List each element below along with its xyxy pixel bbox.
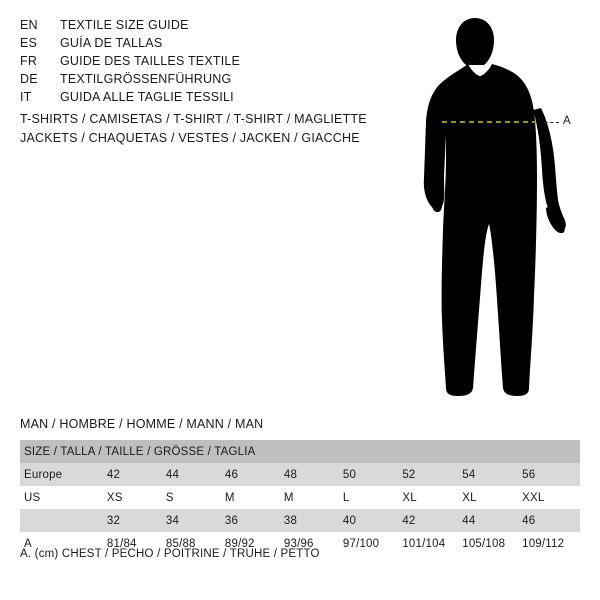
table-row bbox=[20, 463, 580, 486]
cell: 105/108 bbox=[460, 532, 520, 555]
silhouette-icon bbox=[400, 10, 595, 400]
cell: 34 bbox=[164, 509, 223, 532]
language-list bbox=[20, 16, 380, 106]
table-header-label: SIZE / TALLA / TAILLE / GRÖSSE / TAGLIA bbox=[20, 440, 580, 463]
cell: 81/84 bbox=[105, 532, 164, 555]
cell: 48 bbox=[282, 463, 341, 486]
cell: 46 bbox=[520, 509, 580, 532]
garment-line-jackets: JACKETS / CHAQUETAS / VESTES / JACKEN / GIACCHE bbox=[20, 131, 360, 145]
language-text: GUIDA ALLE TAGLIE TESSILI bbox=[60, 90, 234, 104]
garment-categories bbox=[20, 110, 440, 148]
cell: S bbox=[164, 486, 223, 509]
language-text: GUÍA DE TALLAS bbox=[60, 36, 163, 50]
cell: 52 bbox=[400, 463, 460, 486]
language-code: FR bbox=[20, 54, 38, 68]
cell: 56 bbox=[520, 463, 580, 486]
cell: M bbox=[223, 486, 282, 509]
footnote: A. (cm) CHEST / PECHO / POITRINE / TRUHE / PETTO bbox=[20, 548, 320, 560]
cell: 38 bbox=[282, 509, 341, 532]
cell: M bbox=[282, 486, 341, 509]
language-text: GUIDE DES TAILLES TEXTILE bbox=[60, 54, 241, 68]
cell: 50 bbox=[341, 463, 400, 486]
marker-leader-line bbox=[539, 122, 559, 123]
cell: 46 bbox=[223, 463, 282, 486]
cell: 32 bbox=[105, 509, 164, 532]
cell: 109/112 bbox=[520, 532, 580, 555]
cell: L bbox=[341, 486, 400, 509]
language-row bbox=[20, 34, 380, 52]
cell: 85/88 bbox=[164, 532, 223, 555]
cell: XS bbox=[105, 486, 164, 509]
cell: 40 bbox=[341, 509, 400, 532]
language-code: DE bbox=[20, 72, 38, 86]
cell: XXL bbox=[520, 486, 580, 509]
table-title: MAN / HOMBRE / HOMME / MANN / MAN bbox=[20, 417, 264, 431]
cell: 93/96 bbox=[282, 532, 341, 555]
row-label: US bbox=[20, 486, 105, 509]
cell: 44 bbox=[164, 463, 223, 486]
language-code: IT bbox=[20, 90, 32, 104]
marker-label-a: A bbox=[563, 115, 572, 127]
language-text: TEXTILE SIZE GUIDE bbox=[60, 18, 189, 32]
table-row bbox=[20, 509, 580, 532]
language-row bbox=[20, 52, 380, 70]
cell: 97/100 bbox=[341, 532, 400, 555]
cell: 42 bbox=[105, 463, 164, 486]
cell: 101/104 bbox=[400, 532, 460, 555]
language-code: ES bbox=[20, 36, 38, 50]
size-table bbox=[20, 440, 580, 555]
row-label: Europe bbox=[20, 463, 105, 486]
garment-line-tshirts: T-SHIRTS / CAMISETAS / T-SHIRT / T-SHIRT / MAGLIETTE bbox=[20, 112, 367, 126]
language-row bbox=[20, 88, 380, 106]
row-label bbox=[20, 509, 105, 532]
male-silhouette-figure bbox=[400, 10, 595, 400]
row-label: A bbox=[20, 532, 105, 555]
cell: 44 bbox=[460, 509, 520, 532]
language-code: EN bbox=[20, 18, 38, 32]
cell: XL bbox=[400, 486, 460, 509]
cell: 36 bbox=[223, 509, 282, 532]
language-row bbox=[20, 70, 380, 88]
table-row bbox=[20, 486, 580, 509]
language-row bbox=[20, 16, 380, 34]
cell: 54 bbox=[460, 463, 520, 486]
cell: XL bbox=[460, 486, 520, 509]
language-text: TEXTILGRÖSSENFÜHRUNG bbox=[60, 72, 232, 86]
table-header-row bbox=[20, 440, 580, 463]
cell: 89/92 bbox=[223, 532, 282, 555]
cell: 42 bbox=[400, 509, 460, 532]
